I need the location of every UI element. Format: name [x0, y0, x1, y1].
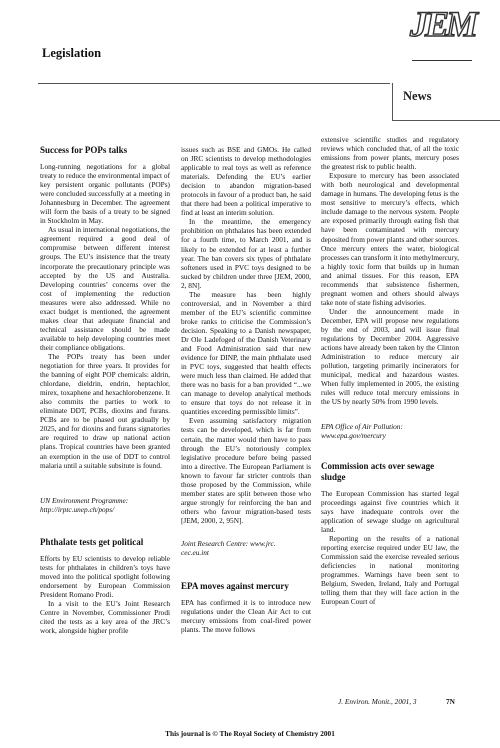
paragraph: The POPs treaty has been under negotiation for three years. It provides for the banning of eight POP chemicals: aldrin, chlordane, dieldrin, endrin, heptachlor, mirex, toxaphene and hexachlorobenzene. It also commits the parties to work to eliminate DDT, PCBs, dioxins and furans. PCBs are to be phased out gradually by 2025, and for dioxins and furans signatories are required to draw up national action plans. Tropical countries have been granted an exemption in the use of DDT to control malaria until a suitable subsitute is found.	[40, 351, 170, 470]
section-title: Legislation	[42, 46, 102, 60]
paragraph: Even assuming satisfactory migration tests can be developed, which is far from certain, the matter would then have to pass through the EU’s notoriously complex legislative procedure before being passed into a directive. The European Parliament is known to favour far stricter controls than those proposed by the Commission, while member states are split between those who argue strongly for reinforcing the ban and others who favour migration-based tests [JEM, 2000, 2, 95N].	[181, 416, 311, 525]
column-1	[40, 145, 170, 635]
source-link[interactable]: cec.eu.int	[181, 548, 209, 558]
source-label: EPA Office of Air Pollution:	[321, 422, 403, 432]
paragraph: The European Commission has started legal proceedings against five countries which it says have inadequate controls over the application of sewage sludge on agricultural land.	[321, 488, 459, 534]
article-title-sludge: Commission acts over sewage sludge	[321, 460, 435, 482]
article-title-pops: Success for POPs talks	[40, 145, 128, 155]
paragraph: issues such as BSE and GMOs. He called on JRC scientists to develop methodologies applicable to real toys as well as reference materials. Defending the EU’s earlier decision to abandon migration-based protocols in favour of a product ban, he said that there had been a political imperative to find at least an interim solution.	[181, 145, 311, 218]
paragraph: The measure has been highly controversial, and in November a third member of the EU’s scientific committee broke ranks to criticise the Commission’s decision. Speaking to a Danish newspaper, Dr Ole Ladefoged of the Danish Veterinary and Food Administration said that new evidence for DINP, the main phthalate used in PVC toys, suggested that health effects were much less than claimed. He added that there was no basis for a ban provided “...we can manage to develop analytical methods to ensure that toys do not release it in quantities exceeding permissible limits”.	[181, 289, 311, 417]
copyright-line: This journal is © The Royal Society of Chemistry 2001	[165, 729, 335, 738]
header-rule	[38, 83, 390, 84]
logo-underline	[412, 60, 472, 61]
paragraph: As usual in international negotiations, the agreement required a good deal of compromise between different interest groups. The EU’s insistence that the treaty incorporate the precautionary principle was accepted by the US and Australia. Developing countries’ concerns over the cost of implementing the reduction measures were also addressed. While no exact budget is mentioned, the agreement makes clear that adequate financial and technical assistance should be made available to help developing countries meet their compliance obligations.	[40, 225, 170, 352]
paragraph: In the meantime, the emergency prohibition on phthalates has been extended for a fourth time, to March 2001, and is likely to be extended for at least a further year. The ban covers six types of phthalate softeners used in PVC toys designed to be sucked by children under three [JEM, 2000, 2, 8N].	[181, 217, 311, 290]
source-link[interactable]: www.epa.gov/mercury	[321, 431, 386, 441]
news-tab	[392, 83, 500, 121]
logo-text: JEM	[410, 4, 476, 44]
journal-logo	[392, 0, 500, 83]
article-title-phthalate: Phthalate tests get political	[40, 536, 144, 547]
column-2	[181, 145, 311, 634]
page-number: 7N	[446, 697, 455, 706]
source-label: UN Environment Programme:	[40, 495, 129, 505]
paragraph: extensive scientific studies and regulatory reviews which concluded that, of all the toxic emissions from power plants, mercury poses the greatest risk to public health.	[321, 135, 459, 172]
paragraph: Reporting on the results of a national reporting exercise required under EU law, the Commission said the exercise revealed serious deficiencies in national monitoring programmes. Warnings have been sent to Belgium, Sweden, Ireland, Italy and Portugal telling them that they will face action in the European Court of	[321, 533, 459, 607]
journal-citation: J. Environ. Monit., 2001, 3	[338, 697, 417, 706]
paragraph: Under the announcement made in December, EPA will propose new regulations by the end of 2003, and will issue final regulations by December 2004. Aggressive actions have already been taken by the Clinton Administration to reduce mercury air pollution, targeting primarily incinerators for municipal, medical and hazardous wastes. When fully implemented in 2005, the existing rules will reduce total mercury emissions in the US by nearly 50% from 1990 levels.	[321, 306, 459, 407]
paragraph: In a visit to the EU’s Joint Research Centre in November, Commissioner Prodi cited the tests as a key area of the JRC’s work, alongside higher profile	[40, 598, 170, 636]
news-label: News	[403, 89, 432, 103]
source-link[interactable]: http://irptc.unep.ch/pops/	[40, 504, 115, 514]
column-3	[321, 135, 459, 606]
source-label: Joint Research Centre: www.jrc.	[181, 538, 276, 548]
paragraph: Exposure to mercury has been associated with both neurological and developmental damage in humans. The developing fetus is the most sensitive to mercury’s effects, which include damage to the nervous system. People are exposed primarily through eating fish that have been contaminated with mercury deposited from power plants and other sources. Once mercury enters the water, biological processes can transform it into methylmercury, a highly toxic form that builds up in human and animal tissues. For this reason, EPA recommends that subsistence fishermen, pregnant women and others should always take note of state fishing advisories.	[321, 171, 459, 307]
paragraph: Long-running negotiations for a global treaty to reduce the environmental impact of key persistent organic pollutants (POPs) were concluded successfully at a meeting in Johannesburg in December. The agreement will form the basis of a treaty to be signed in Stockholm in May.	[40, 162, 170, 226]
paragraph: Efforts by EU scientists to develop reliable tests for phthalates in children’s toys have moved into the political spotlight following endorsement by European Commission President Romano Prodi.	[40, 553, 170, 599]
article-title-mercury: EPA moves against mercury	[181, 581, 289, 592]
paragraph: EPA has confirmed it is to introduce new regulations under the Clean Air Act to cut mercury emissions from coal-fired power plants. The move follows	[181, 598, 311, 635]
